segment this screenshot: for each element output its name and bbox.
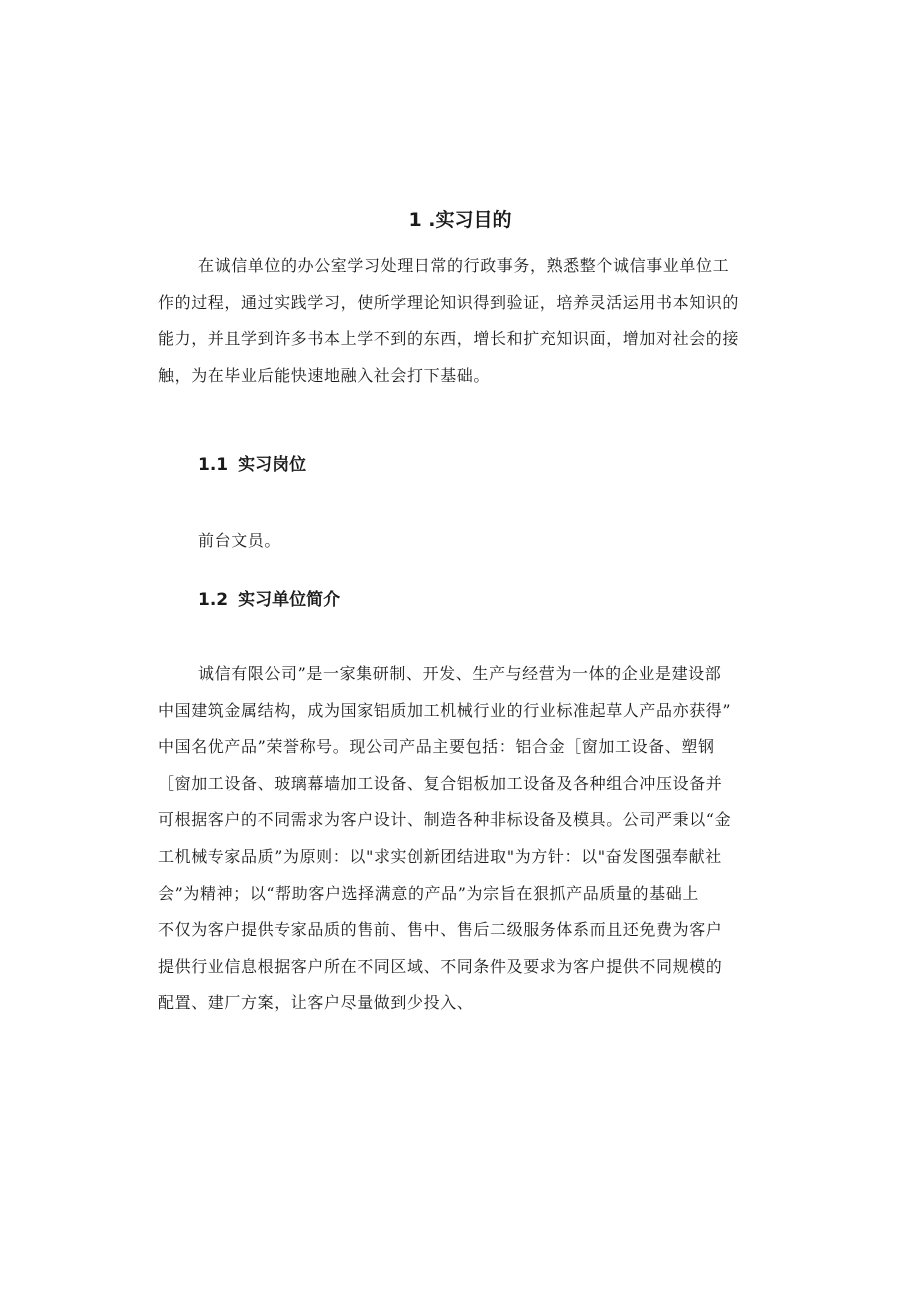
paragraph-line: 能力，并且学到许多书本上学不到的东西，增长和扩充知识面，增加对社会的接 bbox=[158, 329, 740, 349]
paragraph-line: ［窗加工设备、玻璃幕墙加工设备、复合铝板加工设备及各种组合冲压设备并 bbox=[158, 773, 723, 793]
section-heading-1-2 bbox=[198, 587, 340, 613]
paragraph-line: 诚信有限公司”是一家集研制、开发、生产与经营为一体的企业是建设部 bbox=[198, 664, 722, 683]
section-heading-1: 1 .实习目的 bbox=[408, 209, 512, 231]
paragraph-line: 在诚信单位的办公室学习处理日常的行政事务，熟悉整个诚信事业单位工 bbox=[198, 256, 730, 275]
paragraph-line: 中国名优产品”荣誉称号。现公司产品主要包括：铝合金［窗加工设备、塑钢 bbox=[158, 737, 715, 757]
paragraph-line: 触，为在毕业后能快速地融入社会打下基础。 bbox=[158, 365, 491, 385]
paragraph-line: 不仅为客户提供专家品质的售前、售中、售后二级服务体系而且还免费为客户 bbox=[158, 920, 723, 940]
paragraph-line: 作的过程，通过实践学习，使所学理论知识得到验证，培养灵活运用书本知识的 bbox=[158, 292, 740, 312]
section-heading-1-1 bbox=[198, 452, 306, 478]
section-title: 实习单位简介 bbox=[238, 590, 341, 610]
paragraph-line: 工机械专家品质”为原则：以"求实创新团结进取"为方针：以"奋发图强奉献社 bbox=[158, 846, 722, 866]
objective-paragraph bbox=[158, 248, 786, 394]
paragraph-line: 可根据客户的不同需求为客户设计、制造各种非标设备及模具。公司严秉以“金 bbox=[158, 810, 732, 830]
section-number: 1.2 bbox=[198, 590, 229, 610]
paragraph-line: 会”为精神；以“帮助客户选择满意的产品”为宗旨在狠抓产品质量的基础上 bbox=[158, 883, 699, 903]
position-text: 前台文员。 bbox=[198, 531, 282, 550]
paragraph-line: 配置、建厂方案，让客户尽量做到少投入、 bbox=[158, 993, 474, 1013]
paragraph-line: 提供行业信息根据客户所在不同区域、不同条件及要求为客户提供不同规模的 bbox=[158, 956, 723, 976]
company-intro-paragraph bbox=[158, 656, 786, 1022]
section-title: 实习岗位 bbox=[238, 455, 307, 475]
paragraph-line: 中国建筑金属结构，成为国家铝质加工机械行业的行业标准起草人产品亦获得” bbox=[158, 700, 732, 720]
section-number: 1.1 bbox=[198, 455, 229, 475]
